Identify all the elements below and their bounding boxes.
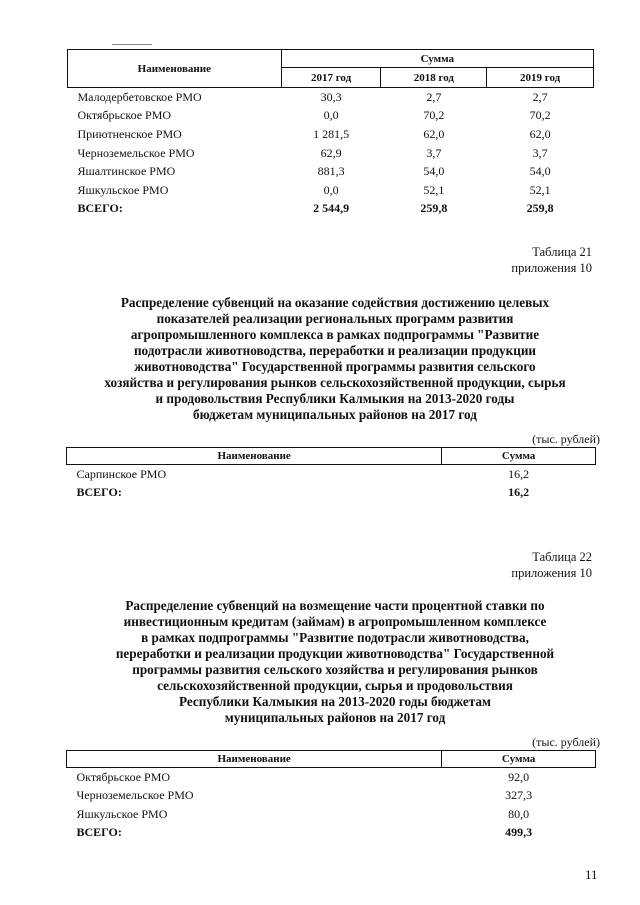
table21-label-number: Таблица 21 bbox=[532, 245, 592, 259]
total-row bbox=[68, 200, 594, 219]
table-row bbox=[68, 107, 594, 126]
total-row bbox=[67, 824, 596, 843]
header-name: Наименование bbox=[68, 50, 282, 88]
header-sum: Сумма bbox=[442, 751, 596, 768]
table-row bbox=[67, 768, 596, 787]
value-2017: 62,9 bbox=[320, 145, 342, 160]
value-2017: 0,0 bbox=[323, 182, 339, 197]
header-name: Наименование bbox=[67, 448, 442, 465]
table-row bbox=[68, 125, 594, 144]
table-row bbox=[67, 787, 596, 806]
table21-label bbox=[511, 244, 592, 276]
value-2018: 2,7 bbox=[426, 89, 442, 104]
header-sum: Сумма bbox=[442, 448, 596, 465]
table21 bbox=[66, 447, 596, 502]
table-subsidies-continued bbox=[67, 49, 594, 218]
table22 bbox=[66, 750, 596, 842]
page-number: 11 bbox=[585, 867, 598, 882]
total-sum: 499,3 bbox=[505, 825, 533, 840]
value-2019: 3,7 bbox=[532, 145, 548, 160]
table-row bbox=[68, 162, 594, 181]
total-label: ВСЕГО: bbox=[76, 825, 122, 840]
header-sum: Сумма bbox=[281, 50, 593, 68]
value-2019: 62,0 bbox=[529, 126, 551, 141]
row-name: Приютненское РМО bbox=[77, 126, 182, 141]
table21-unit: (тыс. рублей) bbox=[532, 432, 600, 446]
value-2018: 62,0 bbox=[423, 126, 445, 141]
table22-unit: (тыс. рублей) bbox=[532, 735, 600, 749]
value-2017: 1 281,5 bbox=[313, 126, 350, 141]
row-name: Яшкульское РМО bbox=[76, 806, 168, 821]
row-sum: 327,3 bbox=[505, 788, 533, 803]
scan-mark bbox=[112, 44, 152, 45]
value-2019: 52,1 bbox=[529, 182, 551, 197]
total-sum: 16,2 bbox=[508, 485, 530, 500]
row-name: Яшкульское РМО bbox=[77, 182, 169, 197]
table22-label-appendix: приложения 10 bbox=[511, 566, 592, 580]
row-name: Яшалтинское РМО bbox=[77, 164, 176, 179]
row-name: Малодербетовское РМО bbox=[77, 89, 202, 104]
total-row bbox=[67, 484, 596, 503]
table22-title: Распределение субвенций на возмещение части процентной ставки по инвестиционным кредитам (займам) в агропромышленном комплексе в рамках подпрограммы "Развитие подотрасли животноводства, переработки и реализации продукции животноводства" Государственной программы развития сельского хозяйства и регулирования рынков сельскохозяйственной продукции, сырья и продовольствия Республики Калмыкия на 2013-2020 годы бюджетам муниципальных районов на 2017 год bbox=[115, 598, 555, 725]
value-2019: 70,2 bbox=[529, 108, 551, 123]
table22-label bbox=[511, 549, 592, 581]
table21-title: Распределение субвенций на оказание содействия достижению целевых показателей реализации региональных программ развития агропромышленного комплекса в рамках подпрограммы "Развитие подотрасли животноводства, переработки и реализации продукции животноводства" Государственной программы развития сельского хозяйства и регулирования рынков сельскохозяйственной продукции, сырья и продовольствия Республики Калмыкия на 2013-2020 годы бюджетам муниципальных районов на 2017 год bbox=[104, 295, 566, 422]
total-label: ВСЕГО: bbox=[76, 485, 122, 500]
value-2018: 52,1 bbox=[423, 182, 445, 197]
row-name: Октябрьское РМО bbox=[77, 108, 172, 123]
value-2019: 54,0 bbox=[529, 164, 551, 179]
header-year-2018: 2018 год bbox=[381, 68, 487, 88]
table-row bbox=[68, 181, 594, 200]
table-row bbox=[68, 88, 594, 107]
table-row bbox=[68, 144, 594, 163]
row-sum: 16,2 bbox=[508, 466, 530, 481]
value-2017: 30,3 bbox=[320, 89, 342, 104]
header-year-2019: 2019 год bbox=[487, 68, 594, 88]
total-label: ВСЕГО: bbox=[77, 201, 123, 216]
total-2019: 259,8 bbox=[526, 201, 554, 216]
table-row bbox=[67, 465, 596, 484]
header-year-2017: 2017 год bbox=[281, 68, 381, 88]
total-2018: 259,8 bbox=[420, 201, 448, 216]
row-name: Черноземельское РМО bbox=[77, 145, 195, 160]
row-name: Черноземельское РМО bbox=[76, 788, 194, 803]
table-row bbox=[67, 805, 596, 824]
value-2018: 70,2 bbox=[423, 108, 445, 123]
row-sum: 80,0 bbox=[508, 806, 530, 821]
value-2019: 2,7 bbox=[532, 89, 548, 104]
table21-label-appendix: приложения 10 bbox=[511, 261, 592, 275]
value-2017: 881,3 bbox=[317, 164, 345, 179]
row-sum: 92,0 bbox=[508, 769, 530, 784]
header-name: Наименование bbox=[67, 751, 442, 768]
row-name: Сарпинское РМО bbox=[76, 466, 167, 481]
value-2018: 54,0 bbox=[423, 164, 445, 179]
value-2018: 3,7 bbox=[426, 145, 442, 160]
table22-label-number: Таблица 22 bbox=[532, 550, 592, 564]
row-name: Октябрьское РМО bbox=[76, 769, 171, 784]
value-2017: 0,0 bbox=[323, 108, 339, 123]
total-2017: 2 544,9 bbox=[313, 201, 350, 216]
